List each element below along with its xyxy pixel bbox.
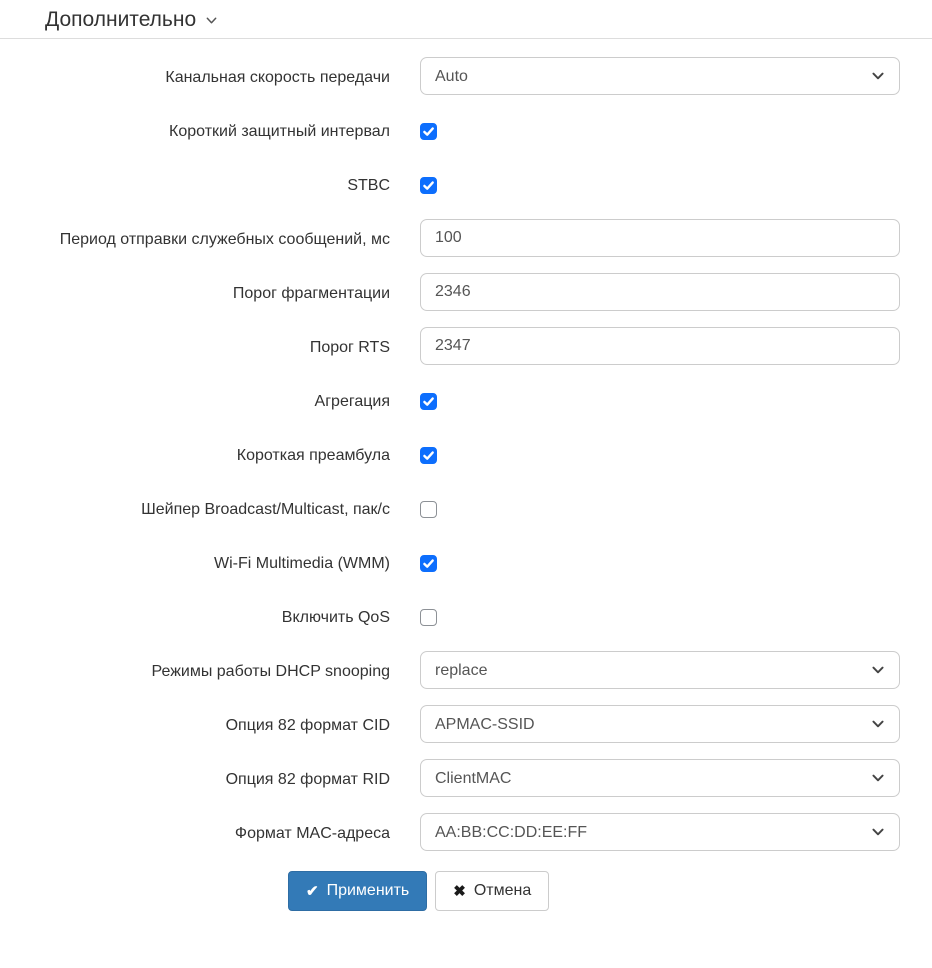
field-label: Шейпер Broadcast/Multicast, пак/с xyxy=(141,501,390,518)
fragmentation-threshold-input[interactable] xyxy=(420,273,900,311)
apply-button-label: Применить xyxy=(326,882,410,899)
check-mark-icon xyxy=(422,395,435,408)
chevron-down-icon xyxy=(205,14,218,27)
field-control xyxy=(420,543,900,575)
check-icon: ✔ xyxy=(306,882,319,900)
field-control xyxy=(420,651,900,689)
form-row xyxy=(0,651,932,689)
rts-threshold-input[interactable] xyxy=(420,327,900,365)
form-row xyxy=(0,111,932,149)
cancel-button[interactable] xyxy=(435,871,549,911)
field-label: Канальная скорость передачи xyxy=(165,69,390,86)
short-guard-interval-checkbox[interactable] xyxy=(420,123,437,140)
form-row xyxy=(0,759,932,797)
form-row xyxy=(0,543,932,581)
form-row xyxy=(0,705,932,743)
field-control xyxy=(420,435,900,467)
form-row xyxy=(0,435,932,473)
form-actions xyxy=(288,871,932,911)
check-mark-icon xyxy=(422,449,435,462)
field-control xyxy=(420,111,900,143)
field-label: Короткий защитный интервал xyxy=(169,123,390,140)
apply-button[interactable] xyxy=(288,871,427,911)
section-title: Дополнительно xyxy=(45,8,197,31)
settings-form xyxy=(0,39,932,851)
check-mark-icon xyxy=(422,179,435,192)
field-label: Опция 82 формат CID xyxy=(225,717,390,734)
form-row xyxy=(0,489,932,527)
field-control xyxy=(420,219,900,257)
enable-qos-checkbox[interactable] xyxy=(420,609,437,626)
field-control xyxy=(420,165,900,197)
form-row xyxy=(0,327,932,365)
field-label: Порог RTS xyxy=(309,339,390,356)
field-label: Короткая преамбула xyxy=(236,447,390,464)
field-control xyxy=(420,489,900,523)
field-label: Wi-Fi Multimedia (WMM) xyxy=(214,555,390,572)
option82-cid-format-select[interactable] xyxy=(420,705,900,743)
check-mark-icon xyxy=(422,557,435,570)
field-label: Агрегация xyxy=(314,393,390,410)
cancel-button-label: Отмена xyxy=(473,882,532,899)
form-row xyxy=(0,813,932,851)
wmm-checkbox[interactable] xyxy=(420,555,437,572)
field-label: Включить QoS xyxy=(281,609,390,626)
form-row xyxy=(0,219,932,257)
field-control xyxy=(420,327,900,365)
field-control xyxy=(420,597,900,631)
field-control xyxy=(420,759,900,797)
field-control xyxy=(420,381,900,413)
option82-rid-format-select[interactable] xyxy=(420,759,900,797)
broadcast-multicast-shaper-checkbox[interactable] xyxy=(420,501,437,518)
mac-address-format-select[interactable] xyxy=(420,813,900,851)
channel-rate-select[interactable] xyxy=(420,57,900,95)
field-label: Формат MAC-адреса xyxy=(234,825,390,842)
x-icon: ✖ xyxy=(453,882,466,900)
field-control xyxy=(420,705,900,743)
form-row xyxy=(0,381,932,419)
dhcp-snooping-mode-select[interactable] xyxy=(420,651,900,689)
form-row xyxy=(0,273,932,311)
stbc-checkbox[interactable] xyxy=(420,177,437,194)
field-label: Порог фрагментации xyxy=(232,285,390,302)
field-label: Опция 82 формат RID xyxy=(225,771,390,788)
form-row xyxy=(0,597,932,635)
section-header[interactable] xyxy=(0,0,932,38)
aggregation-checkbox[interactable] xyxy=(420,393,437,410)
field-label: STBC xyxy=(347,177,390,194)
field-label: Период отправки служебных сообщений, мс xyxy=(59,231,390,248)
field-control xyxy=(420,57,900,95)
field-label: Режимы работы DHCP snooping xyxy=(151,663,390,680)
form-row xyxy=(0,57,932,95)
field-control xyxy=(420,273,900,311)
beacon-interval-input[interactable] xyxy=(420,219,900,257)
short-preamble-checkbox[interactable] xyxy=(420,447,437,464)
field-control xyxy=(420,813,900,851)
check-mark-icon xyxy=(422,125,435,138)
form-row xyxy=(0,165,932,203)
